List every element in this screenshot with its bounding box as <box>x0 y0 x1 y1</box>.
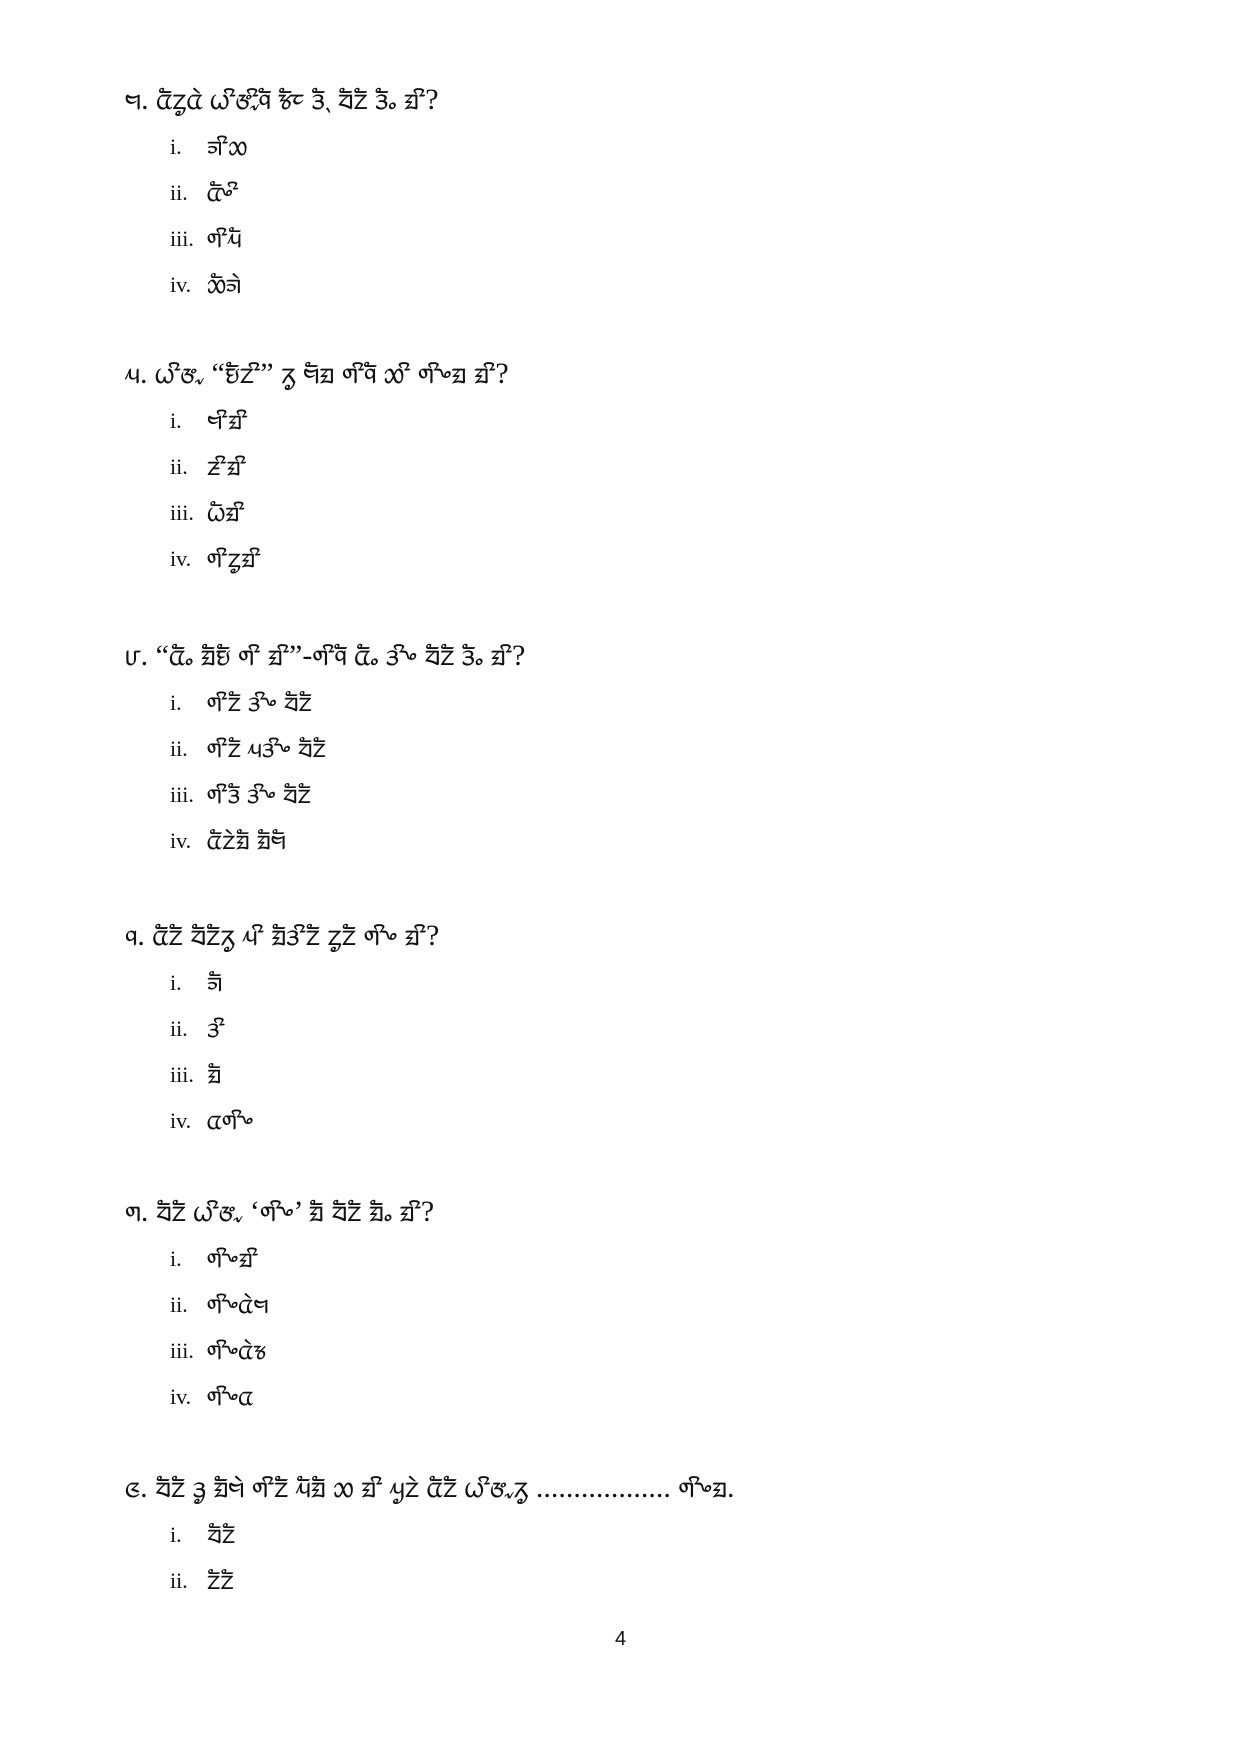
option-item <box>125 1052 1155 1098</box>
option-item <box>125 262 1155 308</box>
option-label: iv. <box>170 1384 192 1410</box>
option-label: ii. <box>170 1292 188 1318</box>
option-label: iv. <box>170 546 192 572</box>
option-label: i. <box>170 970 182 996</box>
option-text: ᤔᤠᤁᤠ <box>207 1519 236 1551</box>
option-item <box>125 818 1155 864</box>
option-text: ᤛᤡᤘᤠ <box>207 223 242 255</box>
option-text: ᤂᤛᤡᤴ <box>207 1105 254 1137</box>
option-item <box>125 1374 1155 1420</box>
question-6 <box>125 1466 1155 1604</box>
option-label: i. <box>170 1246 182 1272</box>
option-text: ᤛᤡᤴᤂᤧᤃ <box>207 1335 267 1367</box>
question-text: ᤗ. ᤂᤠᤁᤢᤂᤧ ᤐᤡᤅᤩᤡᤚᤠ ᤃᤠᤰ ᤋᤠᤷ ᤔᤠᤁᤠ ᤋᤠᤱ ᤀᤡ? <box>125 83 439 116</box>
question-text: ᤜ. ᤔᤠᤁᤠ ᤋᤢ ᤀᤠᤗᤧ ᤛᤡᤁᤠ ᤘᤠᤀᤠ ᤑ ᤀᤡ ᤘᤢᤁᤧ ᤂᤠᤁᤠ ᤐᤡᤅᤩᤖᤢ .................. ᤛᤡᤴᤀ. <box>125 1471 735 1504</box>
options-list <box>125 124 1155 308</box>
question-1 <box>125 78 1155 308</box>
option-label: i. <box>170 408 182 434</box>
option-item <box>125 1236 1155 1282</box>
options-list <box>125 680 1155 864</box>
options-list <box>125 1512 1155 1604</box>
question-3 <box>125 634 1155 864</box>
option-text: ᤈᤠ <box>207 967 223 999</box>
option-label: iii. <box>170 500 194 526</box>
page-number: 4 <box>614 1628 627 1650</box>
option-label: iii. <box>170 1062 194 1088</box>
option-label: i. <box>170 134 182 160</box>
option-label: iii. <box>170 226 194 252</box>
question-5 <box>125 1190 1155 1420</box>
option-text: ᤛᤡᤁᤠ ᤘᤋᤡᤴ ᤔᤠᤁᤠ <box>207 733 326 765</box>
option-item <box>125 170 1155 216</box>
option-label: iv. <box>170 272 192 298</box>
option-item <box>125 1512 1155 1558</box>
option-item <box>125 124 1155 170</box>
option-text: ᤈᤡᤑ <box>207 131 248 163</box>
option-item <box>125 1282 1155 1328</box>
question-text: ᤙ. “ᤂᤠᤱ ᤀᤠᤎᤠ ᤛᤡ ᤀᤡ”-ᤛᤡᤚᤠ ᤂᤠᤱ ᤋᤡᤴ ᤔᤠᤁᤠ ᤋᤠᤱ ᤀᤡ? <box>125 639 526 672</box>
option-text: ᤐᤠᤀᤡ <box>207 497 245 529</box>
option-label: i. <box>170 1522 182 1548</box>
option-text: ᤛᤡᤴᤂ <box>207 1381 254 1413</box>
option-item <box>125 398 1155 444</box>
option-label: iii. <box>170 1338 194 1364</box>
option-text: ᤀᤠ <box>207 1059 222 1091</box>
option-text: ᤏᤡᤀᤡ <box>207 451 247 483</box>
option-item <box>125 1328 1155 1374</box>
option-item <box>125 536 1155 582</box>
option-item <box>125 726 1155 772</box>
option-label: iv. <box>170 828 192 854</box>
option-item <box>125 1098 1155 1144</box>
options-list <box>125 398 1155 582</box>
question-text: ᤘ. ᤐᤡᤅᤩ “ᤎᤠᤁᤡ” ᤖᤢ ᤗᤠᤀ ᤛᤡᤚᤠ ᤑᤡ ᤛᤡᤴᤀ ᤀᤡ? <box>125 357 509 390</box>
option-text: ᤛᤡᤴᤂᤧᤗ <box>207 1289 269 1321</box>
option-item <box>125 444 1155 490</box>
option-label: ii. <box>170 1016 188 1042</box>
option-text: ᤛᤡᤁᤢᤀᤡ <box>207 543 261 575</box>
option-item <box>125 960 1155 1006</box>
option-label: ii. <box>170 454 188 480</box>
option-label: ii. <box>170 180 188 206</box>
option-item <box>125 216 1155 262</box>
option-text: ᤛᤡᤴᤀᤡ <box>207 1243 259 1275</box>
question-text: ᤚ. ᤂᤠᤁᤠ ᤔᤠᤁᤠᤖᤢ ᤘᤡ ᤀᤠᤋᤡᤁᤠ ᤁᤢᤁᤠ ᤛᤡᤴ ᤀᤡ? <box>125 919 440 952</box>
question-4 <box>125 914 1155 1144</box>
options-list <box>125 960 1155 1144</box>
option-label: ii. <box>170 1568 188 1594</box>
question-text: ᤛ. ᤔᤠᤁᤠ ᤐᤡᤅᤩ ‘ᤛᤡᤴ’ ᤀᤠ ᤔᤠᤁᤠ ᤀᤠᤱ ᤀᤡ? <box>125 1195 435 1228</box>
option-label: i. <box>170 690 182 716</box>
option-item <box>125 1006 1155 1052</box>
option-item <box>125 680 1155 726</box>
option-text: ᤛᤡᤋᤠ ᤋᤡᤴ ᤔᤠᤁᤠ <box>207 779 311 811</box>
option-item <box>125 1558 1155 1604</box>
question-2 <box>125 352 1155 582</box>
option-text: ᤁᤠᤁᤠ <box>207 1565 234 1597</box>
option-text: ᤂᤠᤁᤧᤀᤠ ᤀᤠᤗᤠ <box>207 825 286 857</box>
option-item <box>125 490 1155 536</box>
option-text: ᤛᤡᤁᤠ ᤋᤡᤴ ᤔᤠᤁᤠ <box>207 687 312 719</box>
options-list <box>125 1236 1155 1420</box>
option-label: iv. <box>170 1108 192 1134</box>
option-item <box>125 772 1155 818</box>
option-text: ᤗᤡᤀᤡ <box>207 405 248 437</box>
option-text: ᤋᤡ <box>207 1013 226 1045</box>
option-label: iii. <box>170 782 194 808</box>
option-label: ii. <box>170 736 188 762</box>
option-text: ᤂᤠᤴᤡ <box>207 177 239 209</box>
option-text: ᤑᤠᤈᤧ <box>207 269 242 301</box>
